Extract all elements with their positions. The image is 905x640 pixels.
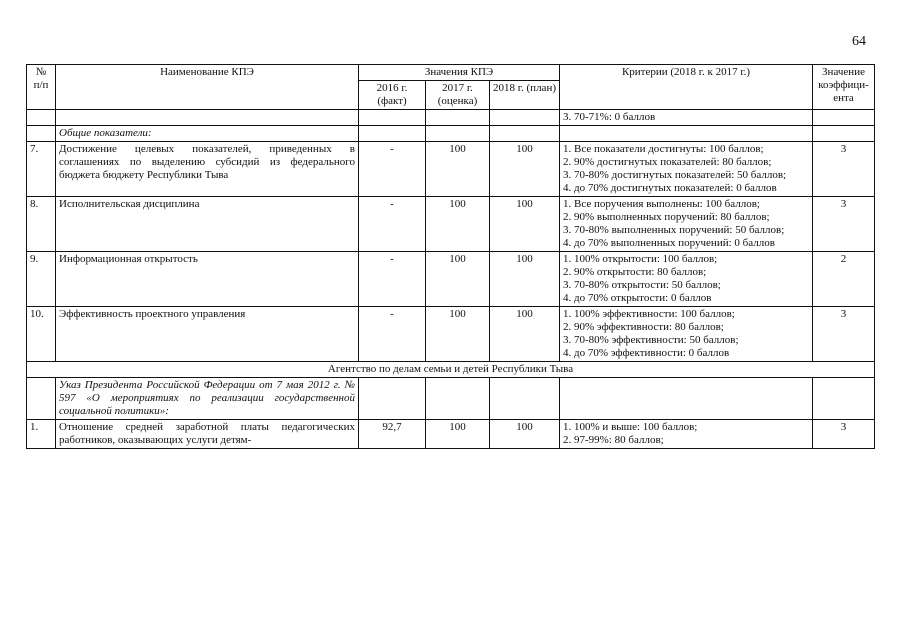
agency-row [27, 362, 875, 378]
kpe-table [26, 64, 875, 449]
row-num: 1. [27, 420, 56, 449]
header-coef: Значение коэффици-ента [813, 65, 875, 110]
row-2018: 100 [490, 142, 560, 197]
table-row [27, 142, 875, 197]
header-2018: 2018 г. (план) [490, 81, 560, 110]
row-2017: 100 [426, 142, 490, 197]
decree-text: Указ Президента Российской Федерации от 7 мая 2012 г. № 597 «О мероприятиях по реализации государственной социальной политики»: [56, 378, 359, 420]
header-row [27, 65, 875, 81]
page-number: 64 [852, 34, 866, 49]
row-2016: - [359, 142, 426, 197]
row-num: 10. [27, 307, 56, 362]
row-coef: 2 [813, 252, 875, 307]
row-name: Информационная открытость [56, 252, 359, 307]
header-values: Значения КПЭ [359, 65, 560, 81]
row-coef: 3 [813, 420, 875, 449]
row-2018: 100 [490, 420, 560, 449]
row-2016: - [359, 252, 426, 307]
agency-title: Агентство по делам семьи и детей Республики Тыва [27, 362, 875, 378]
table-row [27, 307, 875, 362]
criteria-item: 1. Все поручения выполнены: 100 баллов; [563, 198, 760, 210]
criteria-item: 1. Все показатели достигнуты: 100 баллов; [563, 143, 764, 155]
criteria-item: 2. 90% открытости: 80 баллов; [563, 266, 707, 278]
header-criteria: Критерии (2018 г. к 2017 г.) [560, 65, 813, 110]
table-row [27, 252, 875, 307]
row-name: Достижение целевых показателей, приведенных в соглашениях по выделению субсидий из федерального бюджета бюджету Республики Тыва [56, 142, 359, 197]
row-2017: 100 [426, 252, 490, 307]
criteria-item: 2. 90% достигнутых показателей: 80 баллов; [563, 156, 772, 168]
section-general-label: Общие показатели: [56, 126, 359, 142]
criteria-item: 4. до 70% достигнутых показателей: 0 баллов [563, 182, 777, 194]
row-2018: 100 [490, 197, 560, 252]
row-coef: 3 [813, 307, 875, 362]
criteria-item: 4. до 70% эффективности: 0 баллов [563, 347, 730, 359]
criteria-item: 3. 70-80% эффективности: 50 баллов; [563, 334, 739, 346]
criteria-item: 1. 100% эффективности: 100 баллов; [563, 308, 735, 320]
criteria-item: 3. 70-80% выполненных поручений: 50 баллов; [563, 224, 785, 236]
criteria-item: 3. 70-80% открытости: 50 баллов; [563, 279, 721, 291]
criteria-item: 4. до 70% открытости: 0 баллов [563, 292, 712, 304]
criteria-item: 3. 70-80% достигнутых показателей: 50 баллов; [563, 169, 787, 181]
row-criteria [560, 142, 813, 197]
header-name: Наименование КПЭ [56, 65, 359, 110]
row-name: Исполнительская дисциплина [56, 197, 359, 252]
row-2017: 100 [426, 420, 490, 449]
row-2017: 100 [426, 197, 490, 252]
criteria-item: 2. 90% эффективности: 80 баллов; [563, 321, 724, 333]
header-2017: 2017 г. (оценка) [426, 81, 490, 110]
row-criteria [560, 197, 813, 252]
criteria-item: 4. до 70% выполненных поручений: 0 баллов [563, 237, 775, 249]
row-num: 8. [27, 197, 56, 252]
row-2016: 92,7 [359, 420, 426, 449]
row-criteria [560, 252, 813, 307]
section-row [27, 126, 875, 142]
row-2016: - [359, 197, 426, 252]
row-num: 9. [27, 252, 56, 307]
row-2018: 100 [490, 307, 560, 362]
row-coef: 3 [813, 197, 875, 252]
row-name: Эффективность проектного управления [56, 307, 359, 362]
row-criteria [560, 307, 813, 362]
row-criteria [560, 420, 813, 449]
row-2018: 100 [490, 252, 560, 307]
criteria-item: 2. 90% выполненных поручений: 80 баллов; [563, 211, 770, 223]
row-coef: 3 [813, 142, 875, 197]
table-row [27, 420, 875, 449]
continuation-row [27, 110, 875, 126]
decree-row [27, 378, 875, 420]
row-num: 7. [27, 142, 56, 197]
criteria-item: 1. 100% и выше: 100 баллов; [563, 421, 698, 433]
row-2016: - [359, 307, 426, 362]
row-2017: 100 [426, 307, 490, 362]
criteria-item: 2. 97-99%: 80 баллов; [563, 434, 664, 446]
table-row [27, 197, 875, 252]
header-2016: 2016 г. (факт) [359, 81, 426, 110]
criteria-item: 1. 100% открытости: 100 баллов; [563, 253, 718, 265]
header-num: № п/п [27, 65, 56, 110]
continuation-criteria: 3. 70-71%: 0 баллов [560, 110, 813, 126]
row-name: Отношение средней заработной платы педагогических работников, оказывающих услуги детям- [56, 420, 359, 449]
